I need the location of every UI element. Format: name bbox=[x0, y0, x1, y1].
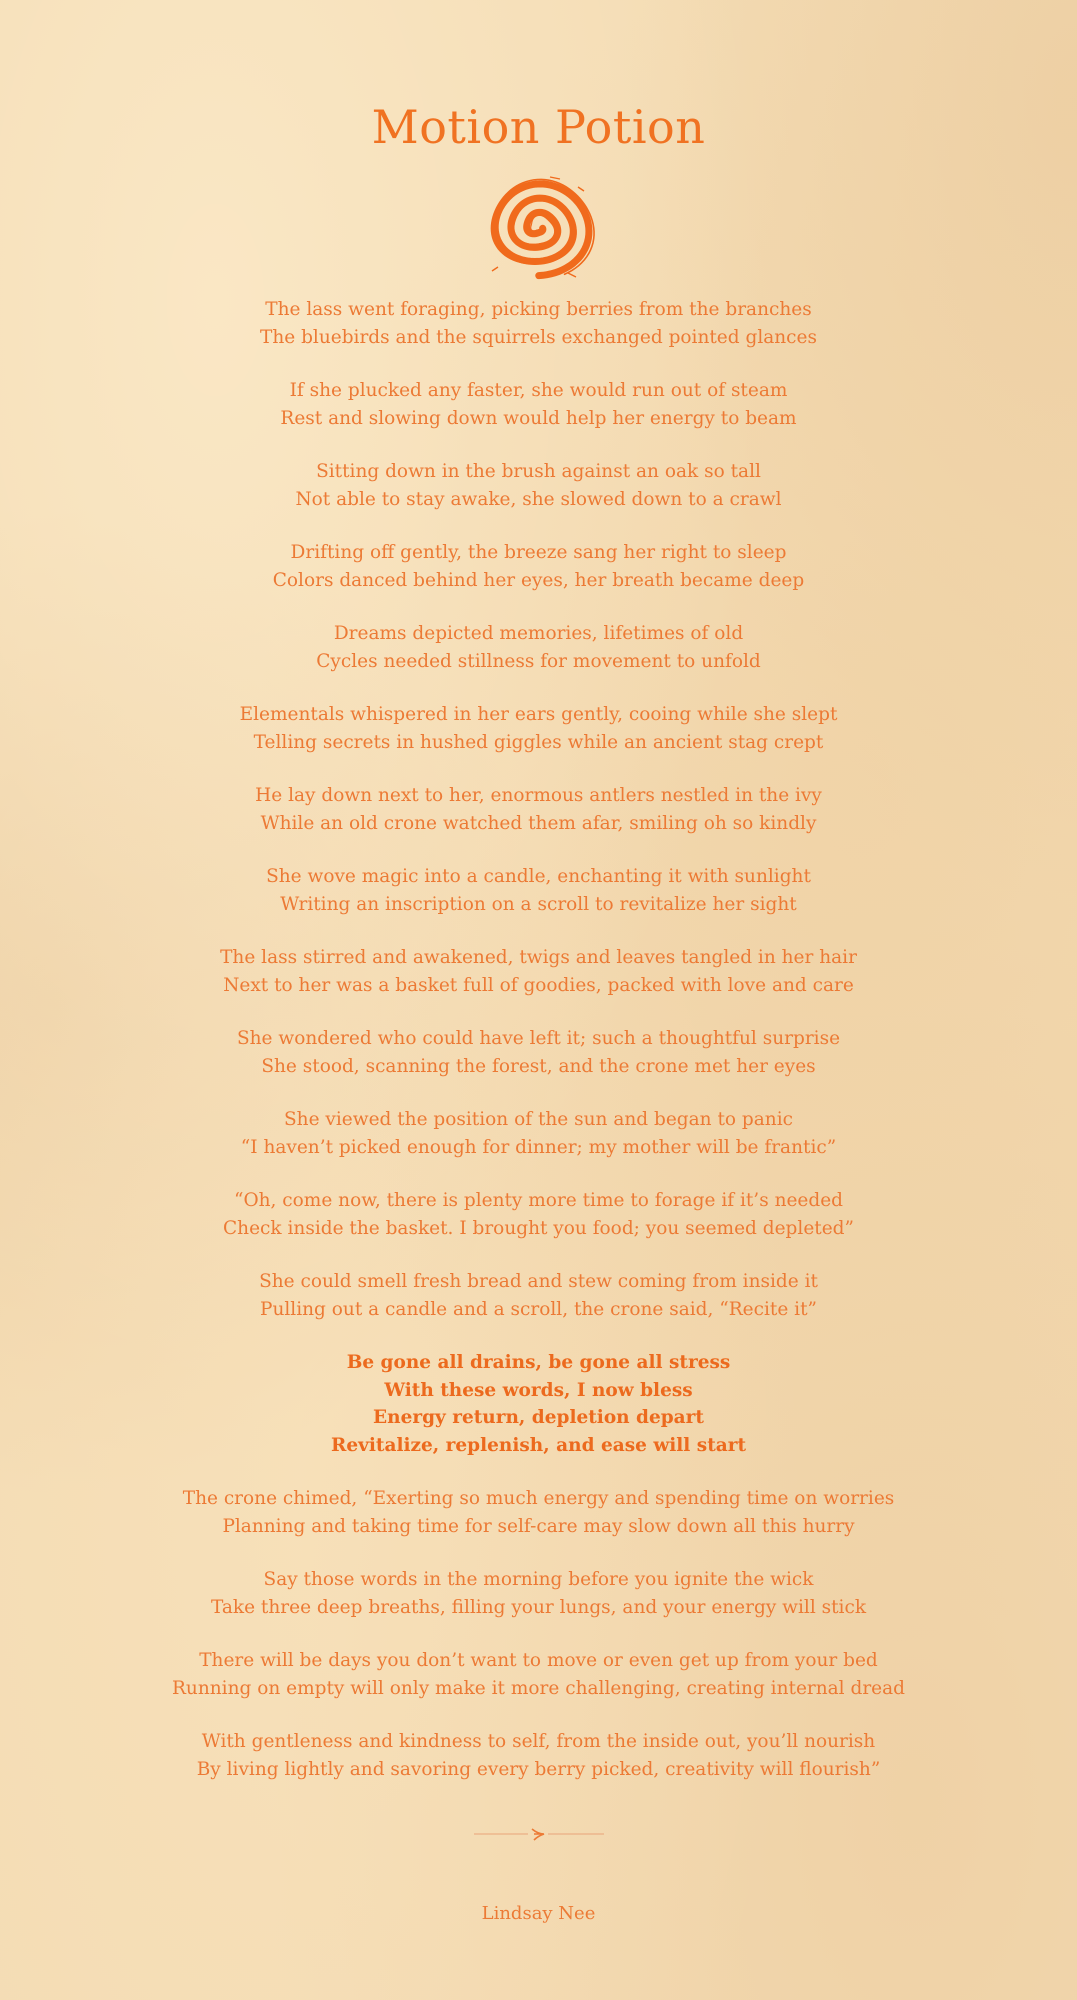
stanza bbox=[0, 296, 1077, 351]
poem-line: Dreams depicted memories, lifetimes of old bbox=[333, 623, 744, 644]
poem-line: Sitting down in the brush against an oak so tall bbox=[316, 461, 761, 482]
poem-line: Be gone all drains, be gone all stress bbox=[346, 1352, 731, 1373]
poem-author: Lindsay Nee bbox=[481, 1903, 596, 1924]
stanza bbox=[0, 782, 1077, 837]
poem-line: “Oh, come now, there is plenty more time to forage if it’s needed bbox=[233, 1190, 844, 1211]
poem-title: Motion Potion bbox=[371, 100, 706, 154]
poem-line: Cycles needed stillness for movement to unfold bbox=[316, 650, 761, 672]
stanza bbox=[0, 1268, 1077, 1323]
stanza bbox=[0, 377, 1077, 432]
poem-line: By living lightly and savoring every berry picked, creativity will flourish” bbox=[196, 1758, 881, 1780]
stanza bbox=[0, 1485, 1077, 1540]
stanza bbox=[0, 620, 1077, 675]
poem-line: The lass stirred and awakened, twigs and leaves tangled in her hair bbox=[220, 947, 857, 968]
stanza bbox=[0, 1647, 1077, 1702]
poem-line: Not able to stay awake, she slowed down to a crawl bbox=[295, 488, 782, 510]
stanza bbox=[0, 701, 1077, 756]
poem-line: He lay down next to her, enormous antlers nestled in the ivy bbox=[255, 785, 822, 806]
poem-line: She wove magic into a candle, enchanting it with sunlight bbox=[266, 866, 811, 887]
poem-line: If she plucked any faster, she would run out of steam bbox=[289, 380, 788, 401]
poem-line: She could smell fresh bread and stew coming from inside it bbox=[259, 1271, 818, 1292]
poem-line: Take three deep breaths, filling your lungs, and your energy will stick bbox=[210, 1596, 867, 1618]
poem-line: She viewed the position of the sun and began to panic bbox=[284, 1109, 793, 1130]
poem-line: With gentleness and kindness to self, from the inside out, you’ll nourish bbox=[201, 1731, 876, 1752]
stanza bbox=[0, 1728, 1077, 1783]
stanza bbox=[0, 1106, 1077, 1161]
poem-line: Colors danced behind her eyes, her breath became deep bbox=[272, 569, 805, 591]
poem-line: Drifting off gently, the breeze sang her right to sleep bbox=[290, 542, 787, 563]
poem-line: Pulling out a candle and a scroll, the crone said, “Recite it” bbox=[260, 1298, 817, 1320]
poem-line: Writing an inscription on a scroll to revitalize her sight bbox=[280, 893, 797, 915]
stanza bbox=[0, 539, 1077, 594]
poem-line: There will be days you don’t want to move or even get up from your bed bbox=[199, 1650, 878, 1671]
poem-line: The crone chimed, “Exerting so much energy and spending time on worries bbox=[182, 1488, 895, 1509]
stanza bbox=[0, 458, 1077, 513]
poem-line: With these words, I now bless bbox=[384, 1379, 693, 1401]
stanza bbox=[0, 1566, 1077, 1621]
incantation-stanza bbox=[0, 1349, 1077, 1459]
stanza bbox=[0, 863, 1077, 918]
poem-line: “I haven’t picked enough for dinner; my mother will be frantic” bbox=[240, 1136, 837, 1158]
poem-line: Planning and taking time for self-care may slow down all this hurry bbox=[222, 1515, 855, 1537]
poem-line: While an old crone watched them afar, smiling oh so kindly bbox=[260, 812, 817, 834]
stanza bbox=[0, 1187, 1077, 1242]
poem-line: She wondered who could have left it; such a thoughtful surprise bbox=[236, 1028, 841, 1049]
poem-line: Rest and slowing down would help her energy to beam bbox=[280, 407, 797, 429]
poem-line: Elementals whispered in her ears gently, cooing while she slept bbox=[239, 704, 838, 725]
stanza bbox=[0, 944, 1077, 999]
poem-line: Check inside the basket. I brought you food; you seemed depleted” bbox=[223, 1217, 854, 1239]
poem-line: Next to her was a basket full of goodies, packed with love and care bbox=[223, 974, 854, 996]
poem-line: Telling secrets in hushed giggles while an ancient stag crept bbox=[253, 731, 824, 753]
poem-line: Running on empty will only make it more challenging, creating internal dread bbox=[172, 1677, 905, 1699]
poem-line: The bluebirds and the squirrels exchanged pointed glances bbox=[259, 326, 817, 348]
poem-line: Energy return, depletion depart bbox=[373, 1407, 704, 1428]
poem-line: Say those words in the morning before you ignite the wick bbox=[263, 1569, 814, 1590]
poem-line: The lass went foraging, picking berries from the branches bbox=[265, 299, 812, 320]
leaf-divider-icon bbox=[474, 1826, 604, 1842]
stanza bbox=[0, 1025, 1077, 1080]
spiral-icon bbox=[476, 170, 600, 284]
poem-body bbox=[0, 296, 1077, 1809]
poem-line: She stood, scanning the forest, and the crone met her eyes bbox=[261, 1055, 816, 1077]
poem-line: Revitalize, replenish, and ease will start bbox=[330, 1434, 747, 1456]
